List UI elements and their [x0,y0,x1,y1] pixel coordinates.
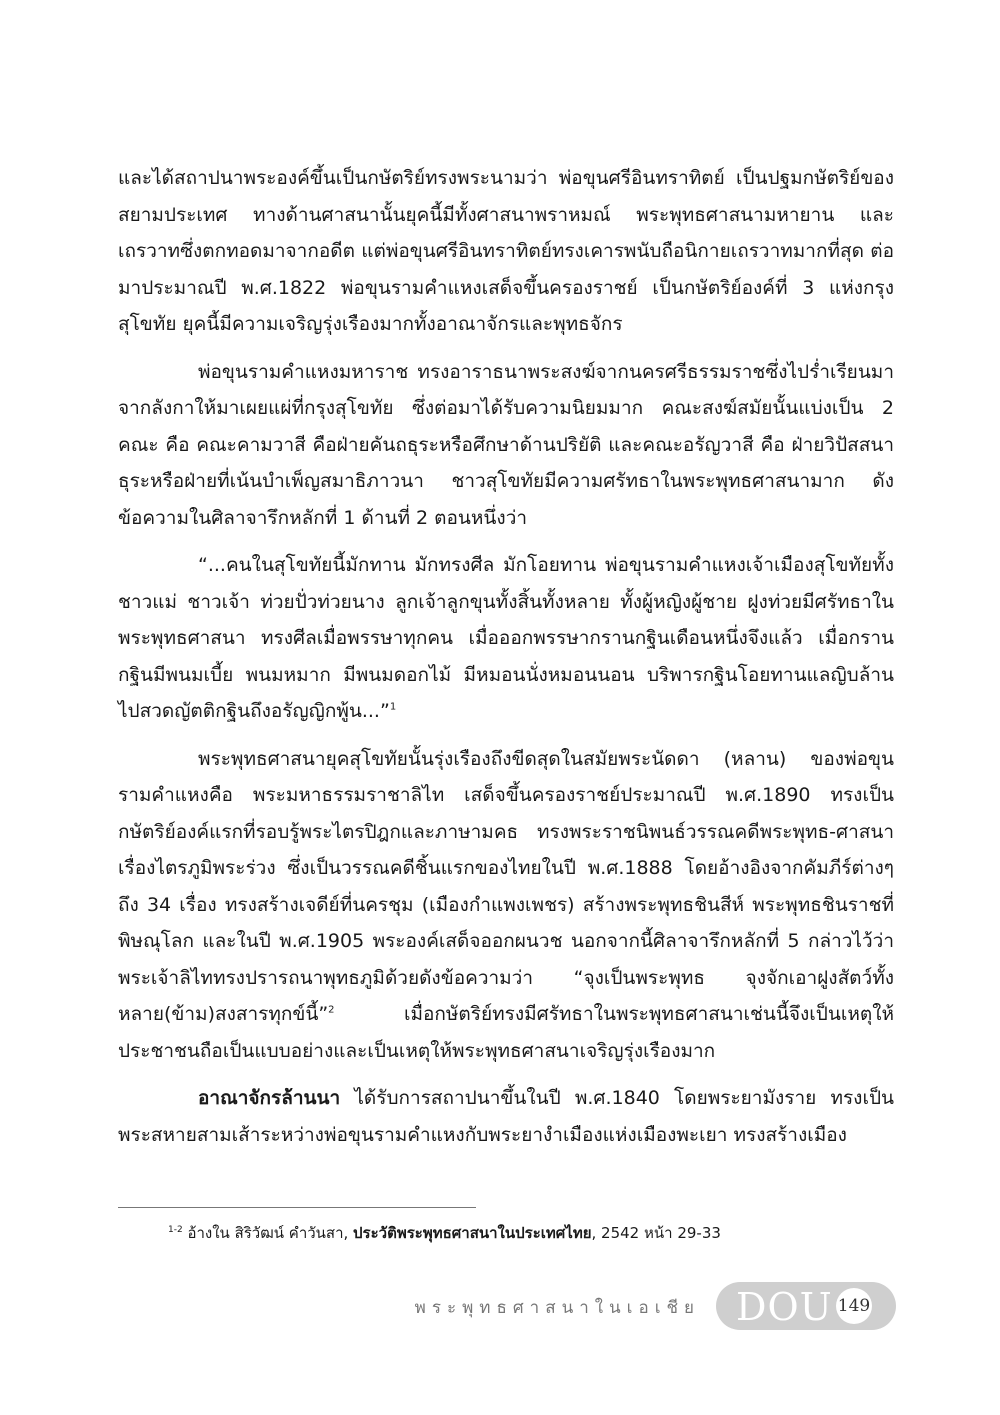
footnote-ref-1: 1 [389,701,397,713]
lanna-heading: อาณาจักรล้านนา [198,1087,341,1109]
footnote-prefix: อ้างใน สิริวัฒน์ คำวันสา, [182,1224,354,1242]
page-number: 149 [836,1288,872,1324]
paragraph-4-text-a: พระพุทธศาสนายุคสุโขทัยนั้นรุ่งเรืองถึงขีดสุดในสมัยพระนัดดา (หลาน) ของพ่อขุนรามคำแหงคือ พระมหาธรรมราชาลิไท เสด็จขึ้นครองราชย์ประมาณปี พ.ศ.1890 ทรงเป็นกษัตริย์องค์แรกที่รอบรู้พระไตรปิฎกและภาษามคธ ทรงพระราชนิพนธ์วรรณคดีพระพุทธ-ศาสนา เรื่องไตรภูมิพระร่วง ซึ่งเป็นวรรณคดีชิ้นแรกของไทยในปี พ.ศ.1888 โดยอ้างอิงจากคัมภีร์ต่างๆ ถึง 34 เรื่อง ทรงสร้างเจดีย์ที่นครชุม (เมืองกำแพงเพชร) สร้างพระพุทธชินสีห์ พระพุทธชินราชที่พิษณุโลก และในปี พ.ศ.1905 พระองค์เสด็จออกผนวช นอกจากนี้ศิลาจารึกหลักที่ 5 กล่าวไว้ว่าพระเจ้าลิไททรงปรารถนาพุทธภูมิด้วยดังข้อความว่า “จุงเป็นพระพุทธ จุงจักเอาฝูงสัตว์ทั้งหลาย(ข้าม)สงสารทุกข์นี้” [118,747,894,1025]
running-footer-title: พระพุทธศาสนาในเอเชีย [414,1298,700,1318]
paragraph-1-text: และได้สถาปนาพระองค์ขึ้นเป็นกษัตริย์ทรงพระนามว่า พ่อขุนศรีอินทราทิตย์ เป็นปฐมกษัตริย์ของสยามประเทศ ทางด้านศาสนานั้นยุคนี้มีทั้งศาสนาพราหมณ์ พระพุทธศาสนามหายาน และเถรวาทซึ่งตกทอดมาจากอดีต แต่พ่อขุนศรีอินทราทิตย์ทรงเคารพนับถือนิกายเถรวาทมากที่สุด ต่อมาประมาณปี พ.ศ.1822 พ่อขุนรามคำแหงเสด็จขึ้นครองราชย์ เป็นกษัตริย์องค์ที่ 3 แห่งกรุงสุโขทัย ยุคนี้มีความเจริญรุ่งเรืองมากทั้งอาณาจักรและพุทธจักร [118,167,894,335]
footnote-suffix: , 2542 หน้า 29-33 [591,1224,721,1242]
paragraph-2-text: พ่อขุนรามคำแหงมหาราช ทรงอาราธนาพระสงฆ์จากนครศรีธรรมราชซึ่งไปร่ำเรียนมาจากลังกาให้มาเผยแผ่ที่กรุงสุโขทัย ซึ่งต่อมาได้รับความนิยมมาก คณะสงฆ์สมัยนั้นแบ่งเป็น 2 คณะ คือ คณะคามวาสี คือฝ่ายคันถธุระหรือศึกษาด้านปริยัติ และคณะอรัญวาสี คือ ฝ่ายวิปัสสนาธุระหรือฝ่ายที่เน้นบำเพ็ญสมาธิภาวนา ชาวสุโขทัยมีความศรัทธาในพระพุทธศาสนามาก ดังข้อความในศิลาจารึกหลักที่ 1 ด้านที่ 2 ตอนหนึ่งว่า [118,360,894,529]
quote-text: “...คนในสุโขทัยนี้มักทาน มักทรงศีล มักโอยทาน พ่อขุนรามคำแหงเจ้าเมืองสุโขทัยทั้งชาวแม่ ชาวเจ้า ท่วยปั่วท่วยนาง ลูกเจ้าลูกขุนทั้งสิ้นทั้งหลาย ทั้งผู้หญิงผู้ชาย ฝูงท่วยมีศรัทธาในพระพุทธศาสนา ทรงศีลเมื่อพรรษาทุกคน เมื่อออกพรรษากรานกฐินเดือนหนึ่งจึงแล้ว เมื่อกรานกฐินมีพนมเบี้ย พนมหมาก มีพนมดอกไม้ มีหมอนนั่งหมอนนอน บริพารกฐินโอยทานแลญิบล้าน ไปสวดญัตติกฐินถึงอรัญญิกพู้น...” [118,554,894,722]
dou-logo: DOU [736,1285,833,1329]
footnote-divider [118,1207,476,1208]
footnote-ref-2: 2 [328,1004,335,1016]
paragraph-5 [118,1080,894,1153]
paragraph-4-text-b: เมื่อกษัตริย์ทรงมีศรัทธาในพระพุทธศาสนาเช่นนี้จึงเป็นเหตุให้ประชาชนถือเป็นแบบอย่างและเป็นเหตุให้พระพุทธศาสนาเจริญรุ่งเรืองมาก [118,1003,894,1062]
footnote-marker: 1-2 [168,1225,183,1235]
footnote [168,1222,868,1244]
paragraph-2 [118,354,894,537]
body-text [118,160,894,1164]
inscription-quote [118,547,894,730]
paragraph-4 [118,741,894,1070]
paragraph-1 [118,160,894,343]
footnote-book-title: ประวัติพระพุทธศาสนาในประเทศไทย [353,1224,592,1242]
paragraph-5-text: ได้รับการสถาปนาขึ้นในปี พ.ศ.1840 โดยพระยามังราย ทรงเป็นพระสหายสามเส้าระหว่างพ่อขุนรามคำแหงกับพระยางำเมืองแห่งเมืองพะเยา ทรงสร้างเมือง [118,1087,894,1146]
page-badge [716,1282,896,1330]
